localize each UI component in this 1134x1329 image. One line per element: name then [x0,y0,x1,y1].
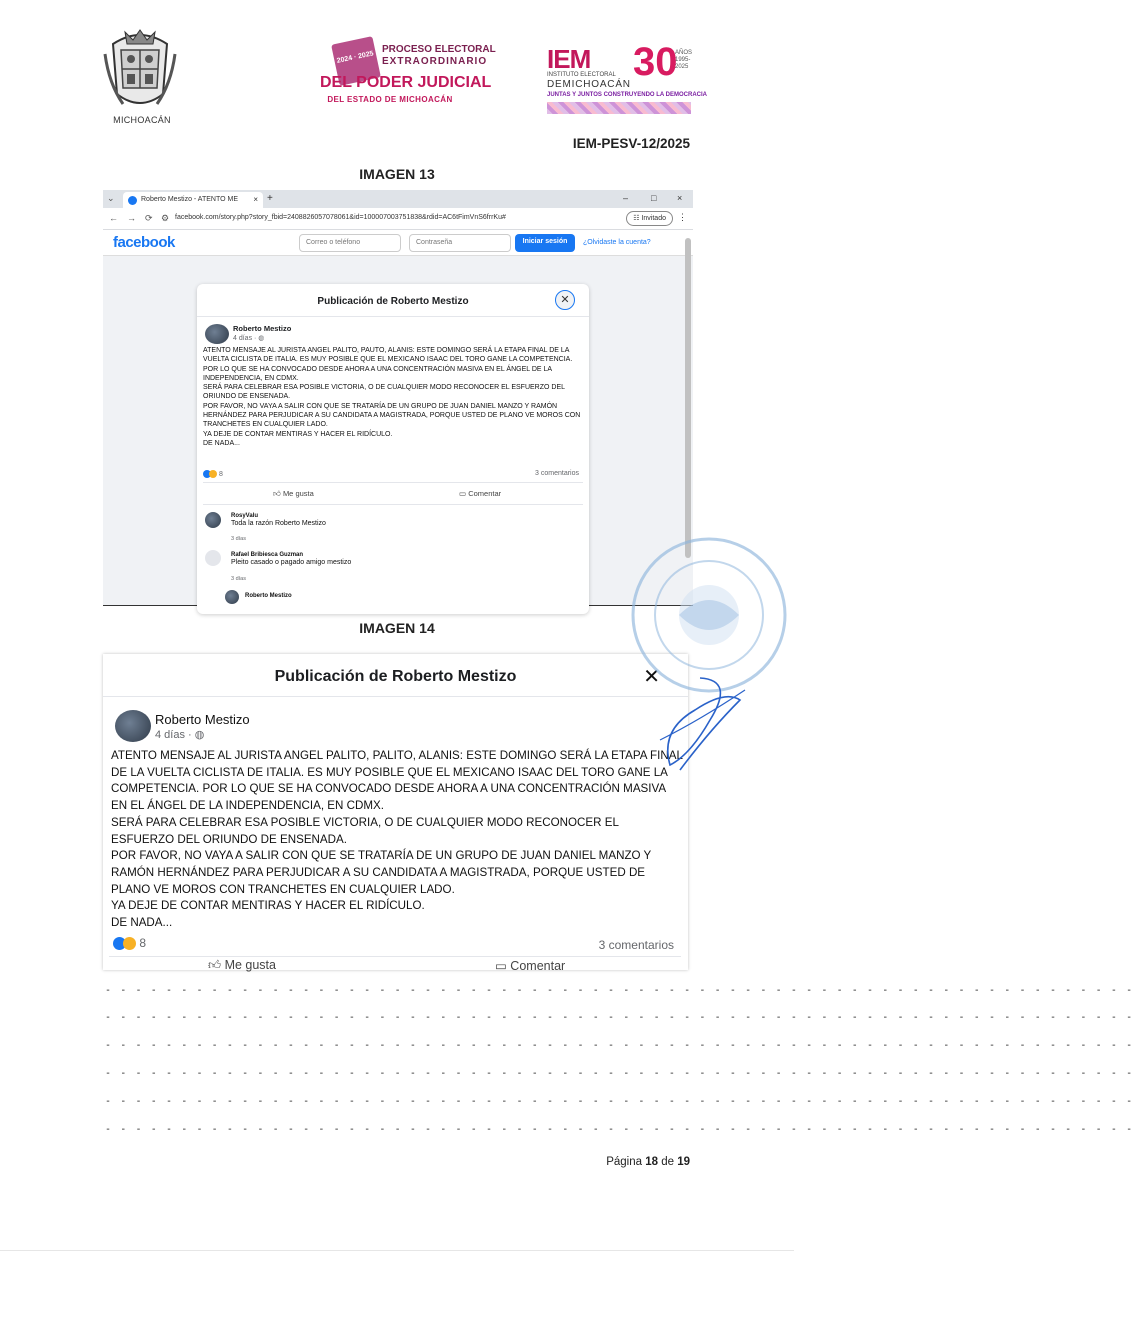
new-tab-icon[interactable]: + [267,193,273,204]
post-body [203,346,587,448]
comment-button[interactable] [459,489,501,498]
dashed-fill-line: - - - - - - - - - - - - - - - - - - - - - - - - - - - - - - - - - - - - - - - - - - - - - - - - - - - - - - - - - - - - - - - - - - - - [105,1096,1134,1107]
password-input[interactable]: Contraseña [409,234,511,252]
comment-text: Toda la razón Roberto Mestizo [231,520,326,527]
commenter-avatar[interactable] [205,550,221,566]
proceso-electoral-logo [320,40,496,115]
like-label: Me gusta [224,958,276,972]
reaction-count: 8 [218,470,223,478]
page-word: Página [606,1156,642,1168]
browser-menu-icon[interactable]: ⋮ [678,212,687,222]
document-code: IEM-PESV-12/2025 [572,136,690,151]
commenter-name[interactable]: RosyValu [231,513,259,519]
logo-line-1: PROCESO ELECTORAL [382,44,496,55]
post-dialog-zoomed [103,654,688,973]
invited-label: Invitado [641,215,666,222]
post-dialog [197,284,589,614]
comment-bubble-icon: ▭ [495,959,507,973]
divider [203,504,583,505]
thumbs-up-icon: 👍︎ [208,958,222,972]
like-label: Me gusta [282,489,314,498]
comment-text: Pleito casado o pagado amigo mestizo [231,559,352,566]
page-scrollbar[interactable] [685,238,691,558]
badge-years: 2024 · 2025 [336,50,375,65]
post-paragraph: SERÁ PARA CELEBRAR ESA POSIBLE VICTORIA, O DE CUALQUIER MODO RECONOCER EL ESFUERZO DEL ORIUNDO DE ENSENADA. [203,384,565,401]
iem-pattern-band [547,102,691,114]
dashed-fill-line: - - - - - - - - - - - - - - - - - - - - - - - - - - - - - - - - - - - - - - - - - - - - - - - - - - - - - - - - - - - - - - - - - - - - [105,1040,1134,1051]
email-input[interactable]: Correo o teléfono [299,234,401,252]
iem-wordmark: IEM [547,44,591,74]
image-13-caption: IMAGEN 13 [359,166,435,182]
iem-anniversary-label [675,50,695,71]
commenter-avatar[interactable] [205,512,221,528]
avatar[interactable] [205,324,229,344]
browser-tab-bar [103,190,693,208]
post-paragraph: ATENTO MENSAJE AL JURISTA ANGEL PALITO, PAUTO, ALANIS: ESTE DOMINGO SERÁ LA ETAPA FINAL DE LA VUELTA CICLISTA DE ITALIA. ES MUY POSIBLE QUE EL MEXICANO ISAAC DEL TORO GANE LA COMPETENCIA. POR LO QUE SE HA CONVOCADO DESDE AHORA A UNA CONCENTRACIÓN MASIVA EN EL ÁNGEL DE LA INDEPENDENCIA, EN CDMX. [203,347,573,382]
seal-caption: MICHOACÁN [113,115,171,125]
post-body [111,748,683,932]
divider [197,316,589,317]
logo-line-4: DEL ESTADO DE MICHOACÁN [327,95,453,104]
minimize-icon[interactable]: – [623,193,629,203]
facebook-favicon-icon [128,196,137,205]
comments-count[interactable]: 3 comentarios [535,470,579,477]
iem-anniversary-number: 30 [633,40,678,84]
globe-icon: ◍ [194,729,205,741]
address-bar [103,208,693,230]
divider [203,482,583,483]
haha-reaction-icon [209,470,217,478]
maximize-icon[interactable]: □ [651,193,657,203]
back-arrow-icon[interactable]: ← [109,213,118,223]
comment-label: Comentar [468,489,502,498]
post-paragraph: DE NADA... [203,439,240,447]
post-paragraph: SERÁ PARA CELEBRAR ESA POSIBLE VICTORIA, O DE CUALQUIER MODO RECONOCER EL ESFUERZO DEL ORIUNDO DE ENSENADA. [111,815,619,846]
post-dialog-title: Publicación de Roberto Mestizo [317,296,469,307]
logo-line-2: EXTRAORDINARIO [382,56,488,67]
divider [109,956,681,957]
post-time-text: 4 días · [155,729,195,741]
post-paragraph: YA DEJE DE CONTAR MENTIRAS Y HACER EL RIDÍCULO. [111,899,425,913]
window-close-icon[interactable]: × [677,193,683,203]
comment-time: 3 días [231,536,246,542]
facebook-top-bar [103,230,693,256]
close-icon[interactable]: ✕ [643,666,660,688]
login-button[interactable]: Iniciar sesión [515,234,575,252]
handwritten-signature [640,670,750,780]
post-paragraph: ATENTO MENSAJE AL JURISTA ANGEL PALITO, PALITO, ALANIS: ESTE DOMINGO SERÁ LA ETAPA FINAL DE LA VUELTA CICLISTA DE ITALIA. ES MUY POSIBLE QUE EL MEXICANO ISAAC DEL TORO GANE LA COMPETENCIA. POR LO QUE SE HA CONVOCADO DESDE AHORA A UNA CONCENTRACIÓN MASIVA EN EL ÁNGEL DE LA INDEPENDENCIA, EN CDMX. [111,749,683,813]
haha-reaction-icon [123,937,136,950]
image-14-caption: IMAGEN 14 [359,620,435,636]
iem-institute: INSTITUTO ELECTORAL [547,72,616,78]
years-label: AÑOS [675,50,693,56]
dashed-fill-line: - - - - - - - - - - - - - - - - - - - - - - - - - - - - - - - - - - - - - - - - - - - - - - - - - - - - - - - - - - - - - - - - - - - - [105,1012,1134,1023]
page-number [606,1156,690,1168]
url-text[interactable]: facebook.com/story.php?story_fbid=2408826057078061&id=100007003751838&rdid=AC6tFimVnS6frrKu# [175,214,506,221]
dashed-fill-line: - - - - - - - - - - - - - - - - - - - - - - - - - - - - - - - - - - - - - - - - - - - - - - - - - - - - - - - - - - - - - - - - - - - - [105,985,1134,996]
iem-state: DEMICHOACÁN [547,79,631,90]
post-author[interactable]: Roberto Mestizo [233,324,292,333]
like-button[interactable] [208,958,276,973]
years-range: 1995-2025 [675,57,691,70]
forward-arrow-icon[interactable]: → [127,213,136,223]
post-time [155,728,204,741]
dashed-fill-line: - - - - - - - - - - - - - - - - - - - - - - - - - - - - - - - - - - - - - - - - - - - - - - - - - - - - - - - - - - - - - - - - - - - - [105,1068,1134,1079]
logo-line-3: DEL PODER JUDICIAL [320,74,492,91]
comment-bubble-icon: ▭ [459,489,467,498]
comment-button[interactable] [495,958,565,973]
reactions-summary[interactable] [203,470,223,478]
reactions-summary[interactable] [113,936,146,950]
comment-label: Comentar [510,959,566,973]
page-of: de [661,1156,674,1168]
iem-logo [545,40,708,120]
reaction-count: 8 [139,936,147,950]
michoacan-seal-icon [103,24,177,114]
commenter-avatar[interactable] [225,590,239,604]
facebook-logo[interactable]: facebook [113,234,175,251]
post-paragraph: POR FAVOR, NO VAYA A SALIR CON QUE SE TRATARÍA DE UN GRUPO DE JUAN DANIEL MANZO Y RAMÓN HERNÁNDEZ PARA PERJUDICAR A SU CANDIDATA A MAGISTRADA, PORQUE USTED DE PLANO VE MOROS CON TRANCHETES EN CUALQUIER LADO. [111,849,652,896]
profile-invited-button[interactable]: ☷ Invitado [626,211,673,226]
browser-tab[interactable] [123,192,263,208]
dashed-fill-line: - - - - - - - - - - - - - - - - - - - - - - - - - - - - - - - - - - - - - - - - - - - - - - - - - - - - - - - - - - - - - - - - - - - - [105,1124,1134,1135]
forgot-account-link[interactable]: ¿Olvidaste la cuenta? [583,239,651,246]
page-bottom-rule [0,1250,794,1251]
post-time [233,334,264,342]
thumbs-up-icon: 👍︎ [273,489,281,498]
commenter-name[interactable]: Rafael Bribiesca Guzman [231,552,304,558]
post-paragraph: YA DEJE DE CONTAR MENTIRAS Y HACER EL RIDÍCULO. [203,430,393,438]
post-dialog-title: Publicación de Roberto Mestizo [274,668,517,685]
post-author[interactable]: Roberto Mestizo [155,712,250,727]
tab-title: Roberto Mestizo - ATENTO ME [141,196,238,203]
tab-list-chevron-icon[interactable]: ⌄ [107,193,115,203]
commenter-name[interactable]: Roberto Mestizo [245,593,292,599]
post-paragraph: DE NADA... [111,916,173,930]
divider [103,696,688,697]
like-button[interactable] [273,489,314,499]
avatar[interactable] [115,710,151,742]
reload-icon[interactable]: ⟳ [145,213,153,223]
page-current: 18 [645,1156,658,1168]
screenshot-browser-window [103,190,693,606]
post-time-text: 4 días · [233,335,259,342]
comment-time: 3 días [231,576,246,582]
globe-icon: ◍ [258,335,265,342]
comments-count[interactable]: 3 comentarios [598,938,674,952]
close-icon[interactable]: ✕ [555,290,575,310]
tab-close-icon[interactable]: × [253,195,258,204]
post-paragraph: POR FAVOR, NO VAYA A SALIR CON QUE SE TRATARÍA DE UN GRUPO DE JUAN DANIEL MANZO Y RAMÓN HERNÁNDEZ PARA PERJUDICAR A SU CANDIDATA A MAGISTRADA, PORQUE USTED DE PLANO VE MOROS CON TRANCHETES EN CUALQUIER LADO. [203,402,581,429]
site-info-icon[interactable]: ⚙ [161,213,170,223]
iem-slogan: JUNTAS Y JUNTOS CONSTRUYENDO LA DEMOCRACIA [547,92,708,98]
page-total: 19 [677,1156,690,1168]
